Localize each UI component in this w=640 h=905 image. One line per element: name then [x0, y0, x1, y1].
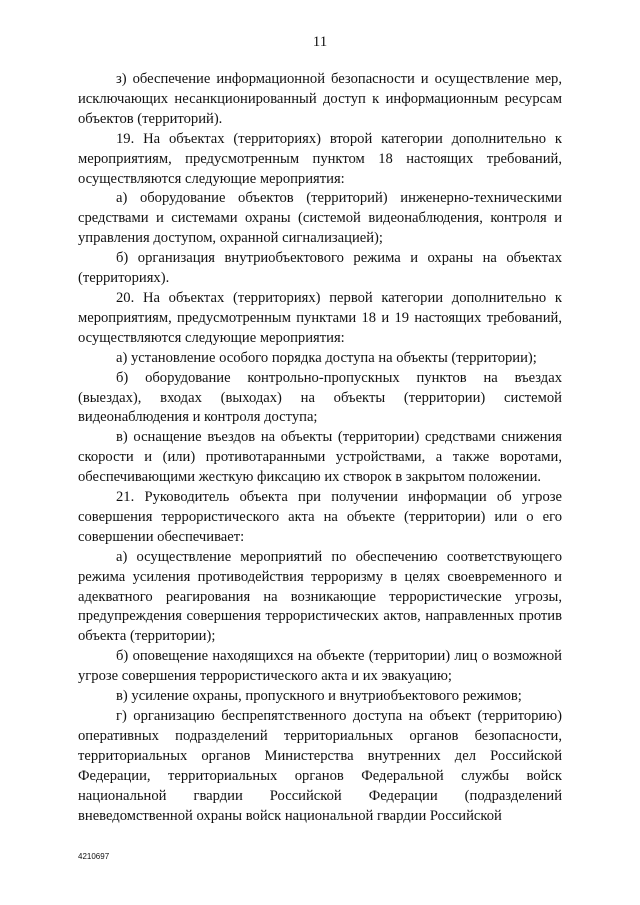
footer-document-code: 4210697	[78, 852, 110, 861]
paragraph-20-a: а) установление особого порядка доступа на объекты (территории);	[116, 349, 537, 366]
paragraph-20-v: в) оснащение въездов на объекты (территории) средствами снижения скорости и (или) противотаранными устройствами, а также воротами, обеспечивающими жесткую фиксацию их створок в закрытом положении.	[78, 429, 562, 486]
paragraph-z-info-security: з) обеспечение информационной безопасности и осуществление мер, исключающих несанкционированный доступ к информационным ресурсам объектов (территорий).	[78, 71, 562, 127]
document-body	[78, 70, 562, 826]
paragraph-20: 20. На объектах (территориях) первой категории дополнительно к мероприятиям, предусмотренным пунктами 18 и 19 настоящих требований, осуществляются следующие мероприятия:	[78, 289, 562, 346]
paragraph-21: 21. Руководитель объекта при получении информации об угрозе совершения террористического акта на объекте (территории) или о его совершении обеспечивает:	[78, 489, 562, 545]
paragraph-19-a: а) оборудование объектов (территорий) инженерно-техническими средствами и системами охраны (системой видеонаблюдения, контроля и управления доступом, охранной сигнализацией);	[78, 190, 562, 247]
paragraph-21-v: в) усиление охраны, пропускного и внутриобъектового режимов;	[116, 688, 522, 705]
paragraph-20-b: б) оборудование контрольно-пропускных пунктов на въездах (выездах), входах (выходах) на объекты (территории) системой видеонаблюдения и контроля доступа;	[78, 369, 562, 426]
paragraph-21-a: а) осуществление мероприятий по обеспечению соответствующего режима усиления противодействия терроризму в целях своевременного и адекватного реагирования на возникающие террористические угрозы, предупреждения совершения террористических актов, направленных против объекта (территории);	[78, 548, 562, 645]
paragraph-21-b: б) оповещение находящихся на объекте (территории) лиц о возможной угрозе совершения террористического акта и их эвакуацию;	[78, 648, 562, 685]
paragraph-19-b: б) организация внутриобъектового режима и охраны на объектах (территориях).	[78, 250, 562, 287]
paragraph-19: 19. На объектах (территориях) второй категории дополнительно к мероприятиям, предусмотренным пунктом 18 настоящих требований, осуществляются следующие мероприятия:	[78, 130, 562, 187]
paragraph-21-g: г) организацию беспрепятственного доступа на объект (территорию) оперативных подразделений территориальных органов безопасности, территориальных органов Министерства внутренних дел Российской Федерации, территориальных органов Федеральной службы войск национальной гвардии Российской Федерации (подразделений вневедомственной охраны войск национальной гвардии Российской	[78, 708, 562, 824]
page-number: 11	[312, 34, 328, 50]
